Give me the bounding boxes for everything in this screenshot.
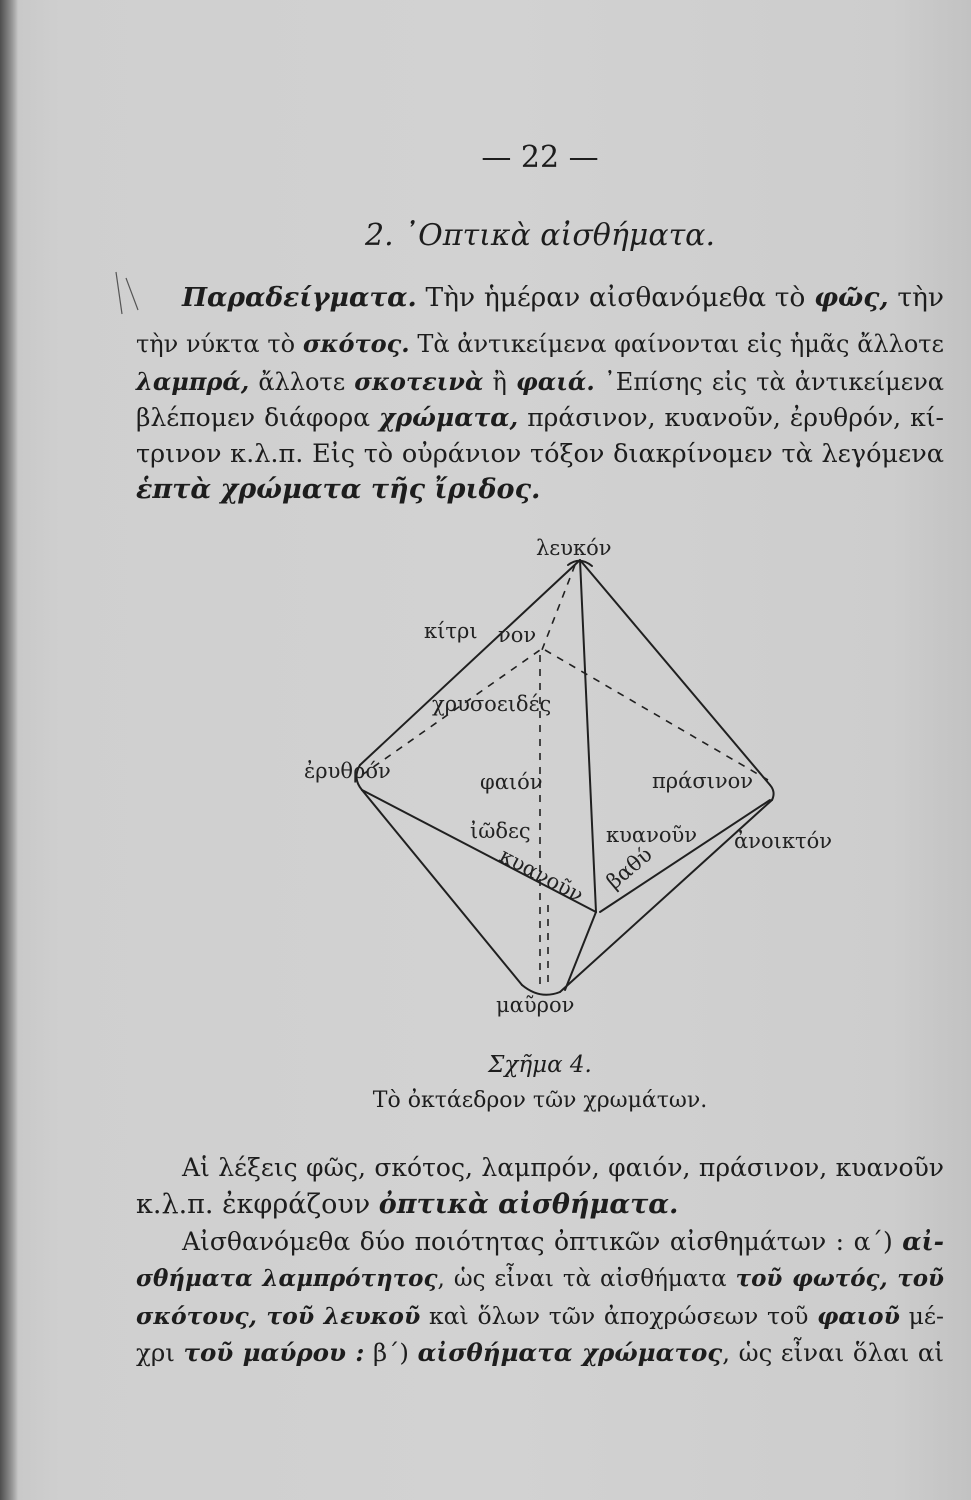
paragraph-3-line-4: χρι τοῦ μαύρου : β΄) αἰσθήματα χρώματος, ὡς εἶναι ὅλαι αἱ	[136, 1338, 944, 1367]
section-heading: 2. ᾿Οπτικὰ αἰσθήματα.	[365, 218, 715, 253]
edge-front-bottom	[565, 912, 596, 990]
label-light-blue: ἀνοικτόν	[734, 829, 832, 853]
hidden-edge-top-back	[540, 565, 575, 655]
paragraph-1-line-2: τὴν νύκτα τὸ σκότος. Τὰ ἀντικείμενα φαίνονται εἰς ἡμᾶς ἄλλοτε	[136, 329, 944, 358]
paragraph-1-line-5: τρινον κ.λ.π. Εἰς τὸ οὐράνιον τόξον διακρίνομεν τὰ λεγόμενα	[136, 439, 944, 469]
label-grey: φαιόν	[480, 770, 543, 794]
label-violet-a: ἰῶδες	[470, 819, 531, 843]
paragraph-3-line-3: σκότους, τοῦ λευκοῦ καὶ ὅλων τῶν ἀποχρώσεων τοῦ φαιοῦ μέ-	[136, 1302, 945, 1330]
label-citrus-b: νον	[498, 623, 537, 647]
page-number: — 22 —	[481, 140, 599, 175]
label-black: μαῦρον	[496, 993, 575, 1017]
paragraph-1-line-4: βλέπομεν διάφορα χρώματα, πράσινον, κυανοῦν, ἐρυθρόν, κί-	[136, 403, 944, 432]
paragraph-1-line-1: Παραδείγματα. Τὴν ἡμέραν αἰσθανόμεθα τὸ φῶς, τὴν	[182, 282, 944, 313]
octahedron-figure	[300, 525, 860, 1025]
label-golden: χρυσοειδές	[432, 692, 552, 716]
label-deep: βαθύ	[601, 842, 657, 894]
figure-caption-title: Σχῆμα 4.	[488, 1052, 592, 1078]
label-violet-b: κυανοῦν	[495, 843, 588, 908]
right-cap	[770, 785, 774, 800]
label-red: ἐρυθρόν	[304, 759, 391, 783]
label-blue: κυανοῦν	[606, 823, 698, 847]
paragraph-1-line-6: ἑπτὰ χρώματα τῆς ἴριδος.	[136, 474, 541, 505]
paragraph-3-line-2: σθήματα λαμπρότητος, ὡς εἶναι τὰ αἰσθήματα τοῦ φωτός, τοῦ	[136, 1265, 945, 1292]
edge-top-front	[580, 560, 596, 912]
label-citrus-a: κίτρι	[424, 619, 478, 643]
label-green: πράσινον	[652, 769, 754, 793]
margin-pencil-mark	[108, 268, 148, 318]
edge-top-left	[360, 560, 580, 765]
figure-caption-text: Τὸ ὀκτάεδρον τῶν χρωμάτων.	[372, 1088, 708, 1113]
book-spine-shadow	[0, 0, 18, 1500]
edge-top-right	[580, 560, 770, 785]
hidden-edge-right-back	[545, 650, 768, 780]
paragraph-2-line-2: κ.λ.π. ἐκφράζουν ὀπτικὰ αἰσθήματα.	[136, 1189, 679, 1220]
paragraph-1-line-3: λαμπρά, ἄλλοτε σκοτεινὰ ἢ φαιά. ᾿Επίσης εἰς τὰ ἀντικείμενα	[136, 367, 944, 396]
paragraph-2-line-1: Αἱ λέξεις φῶς, σκότος, λαμπρόν, φαιόν, πράσινον, κυανοῦν	[182, 1153, 944, 1182]
paragraph-3-line-1: Αἰσθανόμεθα δύο ποιότητας ὀπτικῶν αἰσθημάτων : α΄) αἰ-	[182, 1227, 944, 1256]
label-white: λευκόν	[536, 536, 612, 560]
